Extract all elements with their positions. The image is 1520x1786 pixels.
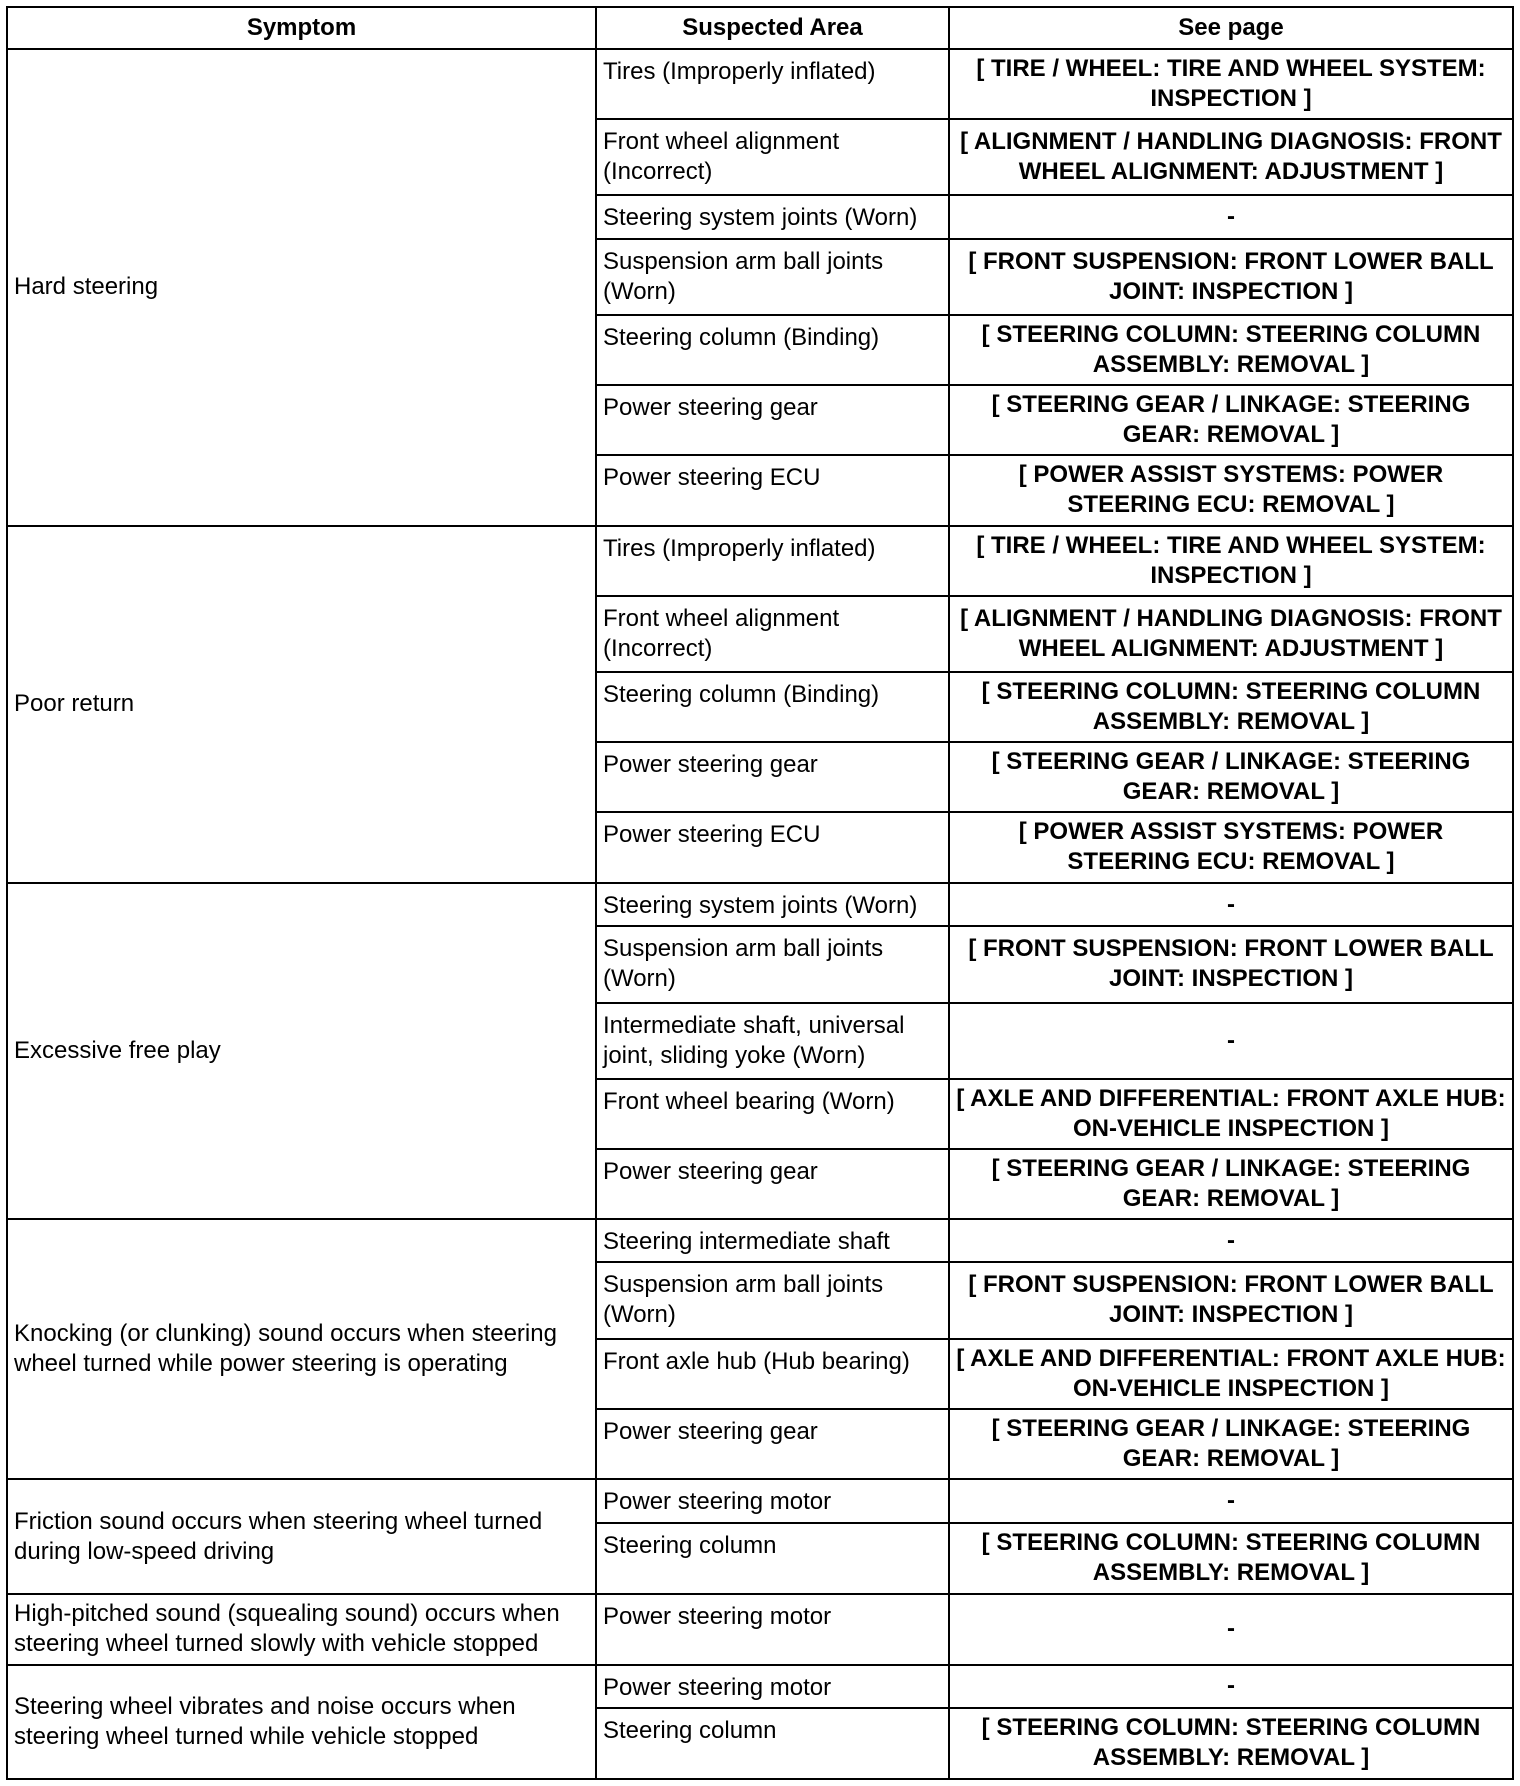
table-row	[7, 1665, 1513, 1708]
table-body	[7, 49, 1513, 1779]
suspected-area-cell: Suspension arm ball joints (Worn)	[596, 239, 949, 316]
see-page-cell: [ ALIGNMENT / HANDLING DIAGNOSIS: FRONT WHEEL ALIGNMENT: ADJUSTMENT ]	[949, 596, 1513, 673]
table-row	[7, 526, 1513, 596]
symptom-cell: Steering wheel vibrates and noise occurs when steering wheel turned while vehicle stopped	[7, 1665, 596, 1779]
see-page-cell: [ FRONT SUSPENSION: FRONT LOWER BALL JOINT: INSPECTION ]	[949, 239, 1513, 316]
symptom-cell: Knocking (or clunking) sound occurs when steering wheel turned while power steering is operating	[7, 1219, 596, 1480]
symptom-cell: Friction sound occurs when steering wheel turned during low-speed driving	[7, 1479, 596, 1593]
see-page-cell: [ AXLE AND DIFFERENTIAL: FRONT AXLE HUB: ON-VEHICLE INSPECTION ]	[949, 1339, 1513, 1409]
suspected-area-cell: Front wheel alignment (Incorrect)	[596, 596, 949, 673]
symptom-cell: Hard steering	[7, 49, 596, 526]
suspected-area-cell: Suspension arm ball joints (Worn)	[596, 1262, 949, 1339]
see-page-cell: -	[949, 1479, 1513, 1522]
see-page-cell: [ TIRE / WHEEL: TIRE AND WHEEL SYSTEM: INSPECTION ]	[949, 526, 1513, 596]
suspected-area-cell: Front wheel alignment (Incorrect)	[596, 119, 949, 196]
suspected-area-cell: Power steering gear	[596, 1409, 949, 1480]
header-suspected-area: Suspected Area	[596, 7, 949, 49]
symptom-cell: Poor return	[7, 526, 596, 883]
suspected-area-cell: Steering intermediate shaft	[596, 1219, 949, 1262]
suspected-area-cell: Tires (Improperly inflated)	[596, 49, 949, 119]
symptom-cell: High-pitched sound (squealing sound) occurs when steering wheel turned slowly with vehicle stopped	[7, 1594, 596, 1665]
see-page-cell: [ AXLE AND DIFFERENTIAL: FRONT AXLE HUB: ON-VEHICLE INSPECTION ]	[949, 1079, 1513, 1149]
suspected-area-cell: Front axle hub (Hub bearing)	[596, 1339, 949, 1409]
see-page-cell: [ STEERING GEAR / LINKAGE: STEERING GEAR: REMOVAL ]	[949, 1149, 1513, 1219]
table-row	[7, 883, 1513, 926]
see-page-cell: [ ALIGNMENT / HANDLING DIAGNOSIS: FRONT WHEEL ALIGNMENT: ADJUSTMENT ]	[949, 119, 1513, 196]
suspected-area-cell: Front wheel bearing (Worn)	[596, 1079, 949, 1149]
see-page-cell: [ STEERING GEAR / LINKAGE: STEERING GEAR: REMOVAL ]	[949, 742, 1513, 812]
table-row	[7, 49, 1513, 119]
see-page-cell: -	[949, 1665, 1513, 1708]
see-page-cell: -	[949, 1219, 1513, 1262]
see-page-cell: [ STEERING COLUMN: STEERING COLUMN ASSEMBLY: REMOVAL ]	[949, 1523, 1513, 1594]
see-page-cell: -	[949, 1594, 1513, 1665]
suspected-area-cell: Power steering ECU	[596, 812, 949, 883]
see-page-cell: [ STEERING COLUMN: STEERING COLUMN ASSEMBLY: REMOVAL ]	[949, 1708, 1513, 1779]
see-page-cell: -	[949, 195, 1513, 238]
header-row	[7, 7, 1513, 49]
suspected-area-cell: Power steering gear	[596, 742, 949, 812]
see-page-cell: [ TIRE / WHEEL: TIRE AND WHEEL SYSTEM: INSPECTION ]	[949, 49, 1513, 119]
suspected-area-cell: Power steering ECU	[596, 455, 949, 526]
see-page-cell: [ STEERING COLUMN: STEERING COLUMN ASSEMBLY: REMOVAL ]	[949, 315, 1513, 385]
suspected-area-cell: Power steering motor	[596, 1594, 949, 1665]
see-page-cell: [ POWER ASSIST SYSTEMS: POWER STEERING ECU: REMOVAL ]	[949, 812, 1513, 883]
header-see-page: See page	[949, 7, 1513, 49]
suspected-area-cell: Steering system joints (Worn)	[596, 883, 949, 926]
symptom-cell: Excessive free play	[7, 883, 596, 1219]
suspected-area-cell: Steering system joints (Worn)	[596, 195, 949, 238]
suspected-area-cell: Tires (Improperly inflated)	[596, 526, 949, 596]
see-page-cell: -	[949, 883, 1513, 926]
suspected-area-cell: Steering column (Binding)	[596, 672, 949, 742]
suspected-area-cell: Steering column	[596, 1523, 949, 1594]
suspected-area-cell: Power steering motor	[596, 1665, 949, 1708]
see-page-cell: [ STEERING GEAR / LINKAGE: STEERING GEAR: REMOVAL ]	[949, 385, 1513, 455]
see-page-cell: -	[949, 1003, 1513, 1080]
suspected-area-cell: Intermediate shaft, universal joint, sliding yoke (Worn)	[596, 1003, 949, 1080]
see-page-cell: [ FRONT SUSPENSION: FRONT LOWER BALL JOINT: INSPECTION ]	[949, 1262, 1513, 1339]
table-row	[7, 1594, 1513, 1665]
table-row	[7, 1219, 1513, 1262]
header-symptom: Symptom	[7, 7, 596, 49]
suspected-area-cell: Steering column	[596, 1708, 949, 1779]
troubleshooting-table	[6, 6, 1514, 1780]
see-page-cell: [ STEERING COLUMN: STEERING COLUMN ASSEMBLY: REMOVAL ]	[949, 672, 1513, 742]
suspected-area-cell: Power steering motor	[596, 1479, 949, 1522]
suspected-area-cell: Suspension arm ball joints (Worn)	[596, 926, 949, 1003]
suspected-area-cell: Power steering gear	[596, 385, 949, 455]
see-page-cell: [ STEERING GEAR / LINKAGE: STEERING GEAR: REMOVAL ]	[949, 1409, 1513, 1480]
see-page-cell: [ POWER ASSIST SYSTEMS: POWER STEERING ECU: REMOVAL ]	[949, 455, 1513, 526]
suspected-area-cell: Power steering gear	[596, 1149, 949, 1219]
see-page-cell: [ FRONT SUSPENSION: FRONT LOWER BALL JOINT: INSPECTION ]	[949, 926, 1513, 1003]
table-row	[7, 1479, 1513, 1522]
suspected-area-cell: Steering column (Binding)	[596, 315, 949, 385]
